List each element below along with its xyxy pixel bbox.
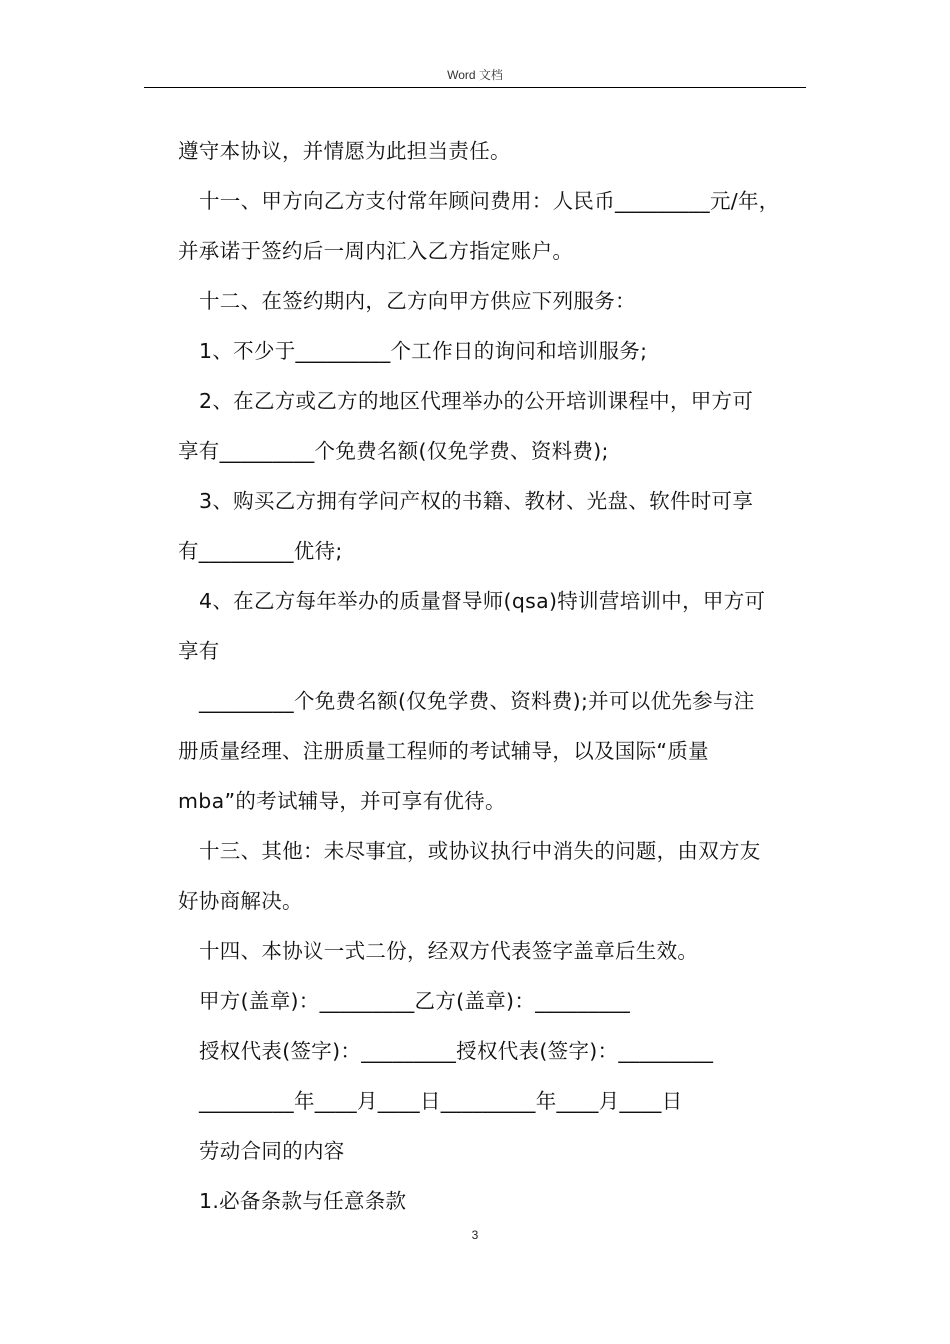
service-item-4: 4、在乙方每年举办的质量督导师(qsa)特训营培训中，甲方可 — [199, 589, 766, 613]
subsection-heading: 1.必备条款与任意条款 — [199, 1189, 407, 1213]
paragraph-line: 并承诺于签约后一周内汇入乙方指定账户。 — [178, 239, 574, 263]
clause-14-line: 十四、本协议一式二份，经双方代表签字盖章后生效。 — [199, 939, 699, 963]
section-heading: 劳动合同的内容 — [199, 1139, 345, 1163]
seal-line: 甲方(盖章)：_________乙方(盖章)：_________ — [199, 989, 631, 1013]
signature-line: 授权代表(签字)：_________授权代表(签字)：_________ — [199, 1039, 714, 1063]
page-number: 3 — [471, 1228, 479, 1242]
header-rule — [144, 87, 806, 88]
date-line: _________年____月____日_________年____月____日 — [199, 1089, 683, 1113]
clause-12-line: 十二、在签约期内，乙方向甲方供应下列服务： — [199, 289, 636, 313]
paragraph-line: 遵守本协议，并情愿为此担当责任。 — [178, 139, 511, 163]
paragraph-line: _________个免费名额(仅免学费、资料费);并可以优先参与注 — [199, 689, 755, 713]
service-item-2: 2、在乙方或乙方的地区代理举办的公开培训课程中，甲方可 — [199, 389, 754, 413]
clause-13-line: 十三、其他：未尽事宜，或协议执行中消失的问题，由双方友 — [199, 839, 761, 863]
clause-11-line: 十一、甲方向乙方支付常年顾问费用：人民币_________元/年， — [199, 189, 780, 213]
service-item-3: 3、购买乙方拥有学问产权的书籍、教材、光盘、软件时可享 — [199, 489, 754, 513]
paragraph-line: 有_________优待; — [178, 539, 343, 563]
page-header: Word 文档 — [447, 68, 503, 82]
paragraph-line: 册质量经理、注册质量工程师的考试辅导，以及国际“质量 — [178, 739, 709, 763]
paragraph-line: mba”的考试辅导，并可享有优待。 — [178, 789, 506, 813]
document-body — [178, 126, 818, 1226]
paragraph-line: 好协商解决。 — [178, 889, 303, 913]
paragraph-line: 享有 — [178, 639, 220, 663]
paragraph-line: 享有_________个免费名额(仅免学费、资料费); — [178, 439, 609, 463]
service-item-1: 1、不少于_________个工作日的询问和培训服务; — [199, 339, 648, 363]
